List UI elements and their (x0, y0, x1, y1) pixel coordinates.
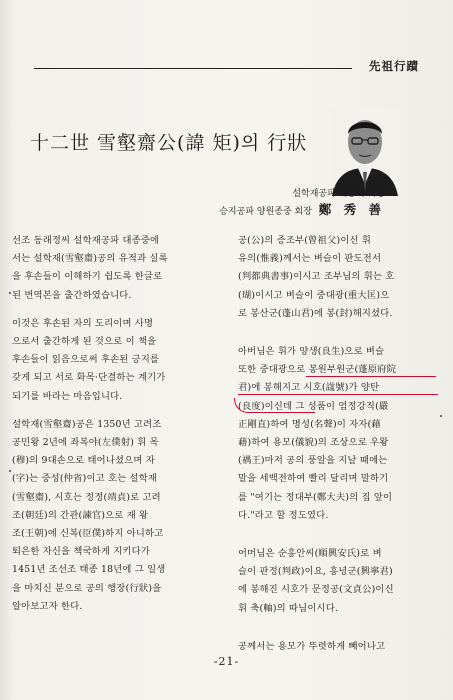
scan-speck (440, 415, 442, 417)
left-line: 조(王朝)에 신복(臣僕)하지 아니하고 (12, 528, 164, 540)
left-line: 갖게 되고 서로 화목·단결하는 계기가 (12, 372, 166, 384)
author-name: 鄭 秀 善 (318, 202, 385, 217)
right-line: 藉)하여 용모(儀貌)의 조상으로 우왕 (238, 437, 389, 449)
left-line: 조(朝廷)의 간관(諫官)으로 재 왕 (12, 509, 149, 521)
left-line: (穆)의 9대손으로 태어나셨으며 자 (12, 455, 155, 467)
left-line: 선조 동래정씨 설학재공파 대종중에 (12, 235, 160, 246)
header-rule (34, 68, 352, 69)
right-line: 어머님은 순흥안씨(順興安氏)로 벼 (238, 548, 382, 560)
right-line: 에 봉해진 시호가 문정공(文貞公)이신 (238, 584, 394, 596)
right-column (238, 232, 440, 656)
left-line: 공민왕 2년에 좌복야(左僕射) 휘 목 (12, 437, 159, 449)
left-line: 되기를 바라는 마음입니다. (12, 390, 123, 402)
author-block (219, 186, 385, 220)
left-line: (字)는 중성(仲省)이고 호는 설학재 (12, 473, 158, 485)
left-line: 을 후손들이 이해하기 쉽도록 한글로 (12, 271, 163, 283)
left-column (12, 232, 208, 616)
article-title: 十二世 雪壑齋公(諱 矩)의 行狀 (30, 132, 308, 154)
right-line: 다."라고 할 정도였다. (238, 509, 329, 521)
right-line: 를 "여기는 정대부(鄭大夫)의 집 앞이 (238, 491, 393, 503)
right-line: 君)에 봉해지고 시호(諡號)가 양탄 (238, 382, 380, 394)
right-line: 로 봉산군(蓬山君)에 봉(封)해지셨다. (238, 307, 393, 319)
right-line: 공께서는 용모가 뚜렷하게 빼어나고 (238, 640, 386, 652)
red-underline (238, 394, 438, 395)
right-line: 또한 중대광으로 봉원부원군(蓬原府院 (238, 364, 397, 376)
page-number: -21- (213, 655, 240, 668)
section-label: 先祖行蹟 (369, 59, 419, 73)
red-underline-curve (234, 398, 315, 413)
red-underline (306, 376, 436, 377)
right-line: 아버님은 휘가 양생(良生)으로 벼슬 (238, 346, 385, 358)
author-role-1: 설학재공파 대종회 회장 (292, 189, 385, 199)
right-line: (良度)이신데 그 성품이 엄정강직(嚴 (238, 400, 389, 412)
right-line: (判都典書事)이시고 조부님의 휘는 호 (238, 271, 395, 283)
right-line: 正剛直)하여 명성(名聲)이 자자(藉 (238, 418, 381, 430)
left-line: 을 마치신 분으로 공의 행장(行狀)을 (12, 582, 162, 594)
left-line: 서는 설학재(雪壑齋)공의 유적과 실록 (12, 253, 168, 265)
right-line: 슬이 판정(判政)이요, 흥녕군(興寧君) (238, 566, 393, 578)
right-line: (禑王)마저 공의 풍알을 지날 때에는 (238, 455, 388, 467)
left-line: 설학재(雪壑齋)공은 1350년 고려조 (12, 418, 162, 430)
right-line: 공(公)의 증조부(曾祖父)이신 휘 (238, 235, 372, 246)
author-role-2 (219, 202, 385, 220)
left-line: 후손들이 읽음으로써 후손된 긍지를 (12, 354, 160, 366)
right-line: (瑚)이시고 벼슬이 중대광(重大匡)으 (238, 289, 390, 301)
left-line: 이것은 후손된 자의 도리이며 사명 (12, 317, 154, 329)
left-line: (雪壑齋), 시호는 정정(靖貞)로 고려 (12, 491, 161, 503)
right-line: 말을 세백전하여 빨리 달리며 말하기 (238, 473, 389, 485)
left-line: 1451년 조선조 태종 18년에 그 일생 (12, 564, 166, 576)
scan-speck (9, 292, 11, 294)
author-role-2-text: 승지공파 양원종중 회장 (219, 207, 312, 217)
right-line: 휘 축(軸)의 따님이시다. (238, 602, 339, 614)
left-line: 된 번역본을 출간하였습니다. (12, 289, 132, 301)
right-line: 유의(惟義)께서는 벼슬이 판도전서 (238, 253, 382, 265)
left-line: 퇴은한 자신을 책국하게 지키다가 (12, 546, 150, 558)
left-line: 알아보고자 한다. (12, 600, 83, 612)
author-portrait (330, 108, 400, 196)
scan-speck (9, 470, 11, 472)
left-line: 으로서 출간하게 된 것으로 이 책을 (12, 336, 157, 348)
